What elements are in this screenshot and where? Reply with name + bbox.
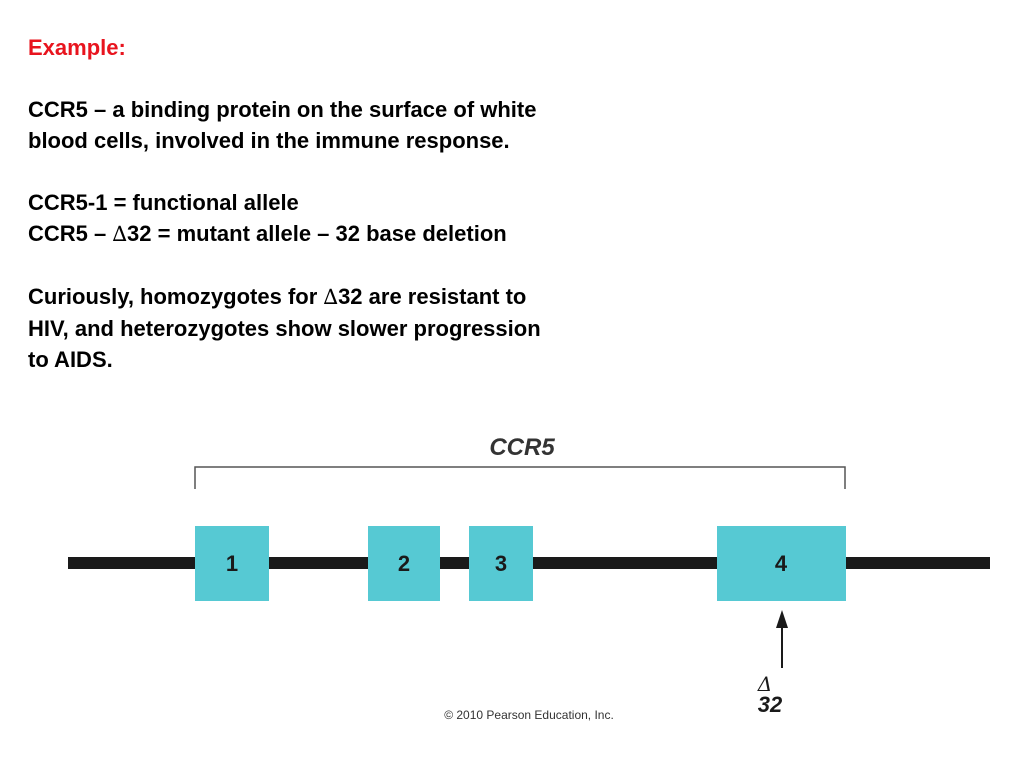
functional-allele-line: CCR5-1 = functional allele	[28, 190, 299, 215]
resistance-line-3: to AIDS.	[28, 347, 113, 372]
gene-bracket	[195, 467, 845, 489]
delta-symbol: ∆	[323, 285, 339, 309]
resistance-line-1-suffix: 32 are resistant to	[338, 284, 527, 309]
exon-4	[717, 526, 846, 601]
exon-2	[368, 526, 440, 601]
mutation-arrow-head	[776, 610, 788, 628]
gene-label: CCR5	[489, 434, 555, 461]
definition-line-2: blood cells, involved in the immune response.	[28, 128, 510, 153]
mutant-allele-suffix: 32 = mutant allele – 32 base deletion	[127, 221, 507, 246]
definition-line-1: CCR5 – a binding protein on the surface of white	[28, 97, 537, 122]
exon-label: 3	[494, 551, 508, 576]
mutation-number-label: 32	[757, 692, 783, 717]
exon-label: 4	[774, 551, 788, 576]
mutant-allele-prefix: CCR5 –	[28, 221, 113, 246]
exon-label: 1	[225, 551, 239, 576]
example-heading: Example:	[28, 35, 126, 60]
delta-symbol: ∆	[112, 222, 128, 246]
copyright-notice: © 2010 Pearson Education, Inc.	[444, 708, 614, 722]
exon-label: 2	[397, 551, 411, 576]
exon-3	[469, 526, 533, 601]
resistance-line-1-prefix: Curiously, homozygotes for	[28, 284, 324, 309]
mutation-delta-label: Δ	[757, 672, 773, 696]
exon-1	[195, 526, 269, 601]
resistance-line-2: HIV, and heterozygotes show slower progression	[28, 316, 541, 341]
